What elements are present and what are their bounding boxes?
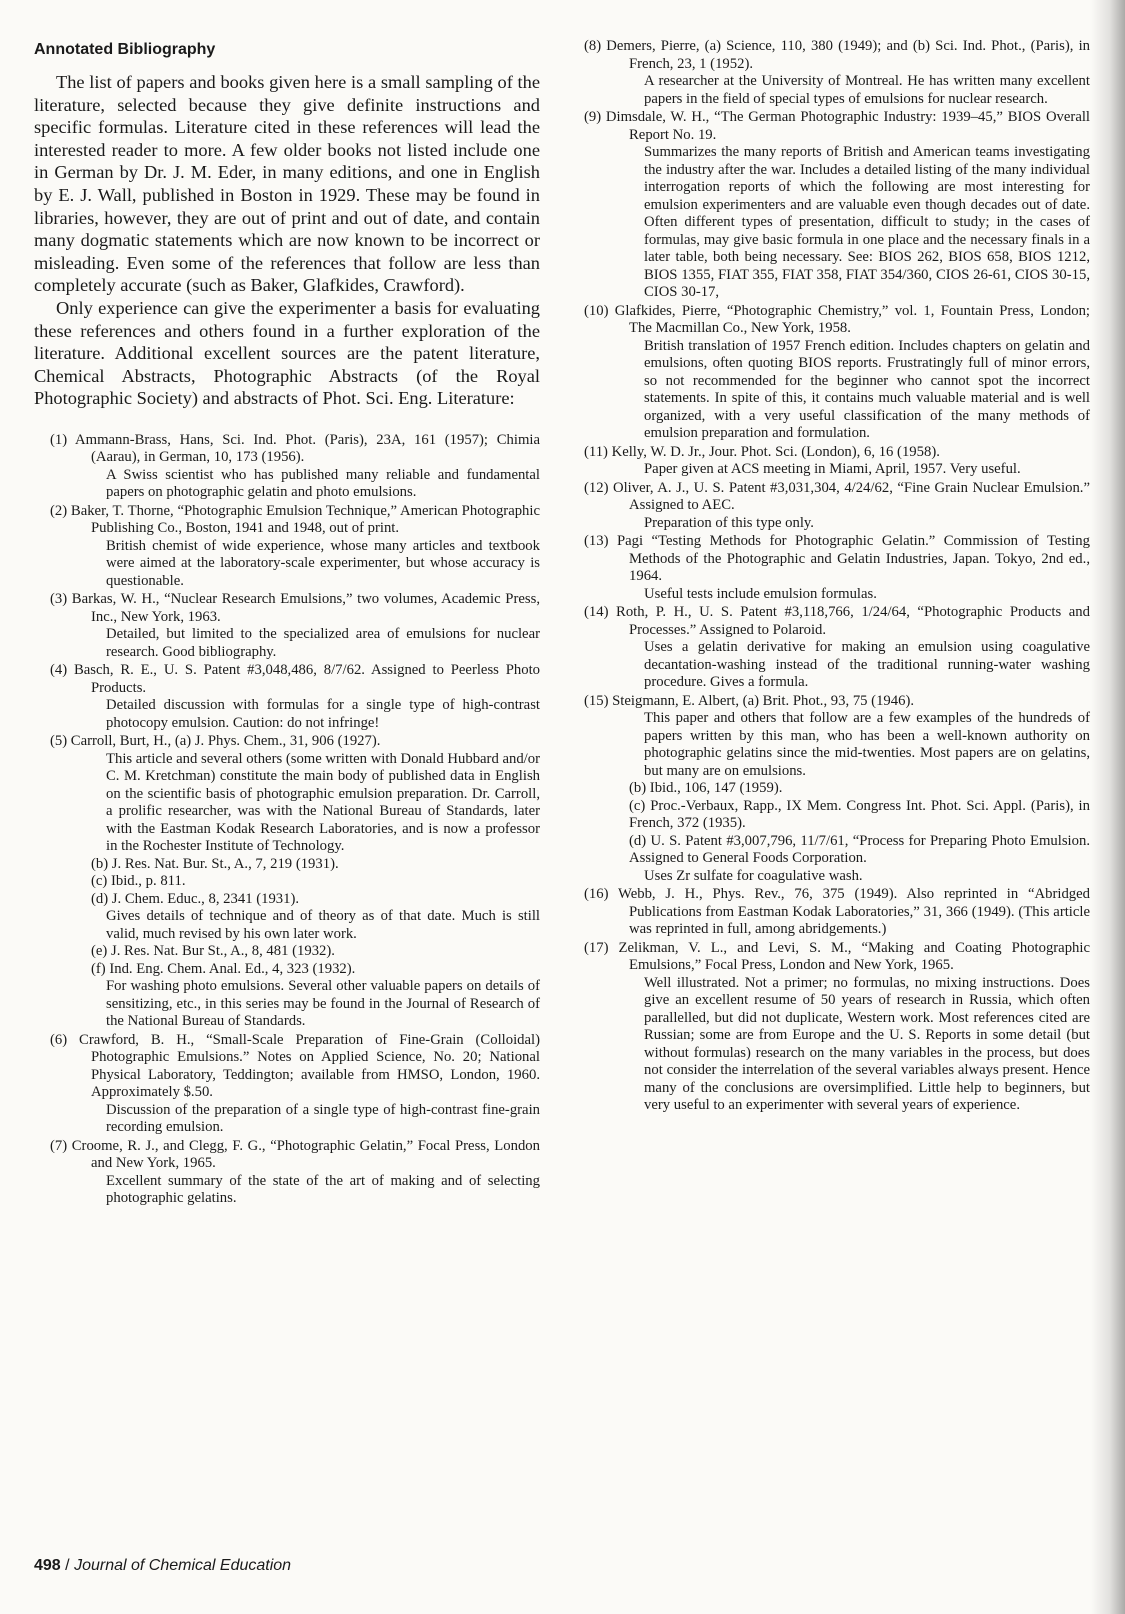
reference-annotation: Paper given at ACS meeting in Miami, April, 1957. Very useful. [644,461,1021,477]
reference-subcitation: (e) J. Res. Nat. Bur St., A., 8, 481 (1932). [91,943,335,960]
reference-annotation: Preparation of this type only. [644,514,814,531]
reference-entry [34,503,540,591]
reference-entry [584,303,1090,443]
right-column [584,38,1090,1116]
reference-citation: (17) Zelikman, V. L., and Levi, S. M., “Making and Coating Photographic Emulsions,” Focal Press, London and New York, 1965. [584,939,1090,973]
reference-citation: (16) Webb, J. H., Phys. Rev., 76, 375 (1949). Also reprinted in “Abridged Publications from Eastman Kodak Laboratories,” 31, 366 (1949). (This article was reprinted in full, among abridgements.) [584,886,1090,937]
reference-entry [34,662,540,732]
reference-citation: (2) Baker, T. Thorne, “Photographic Emulsion Technique,” American Photographic Publishing Co., Boston, 1941 and 1948, out of print. [50,502,540,537]
reference-subcitation: (d) U. S. Patent #3,007,796, 11/7/61, “Process for Preparing Photo Emulsion. Assigned to General Foods Corporation. [629,832,1090,866]
page-number: 498 [34,1557,61,1574]
reference-subcitation: (f) Ind. Eng. Chem. Anal. Ed., 4, 323 (1932). [91,960,356,977]
reference-citation: (15) Steigmann, E. Albert, (a) Brit. Phot., 93, 75 (1946). [584,692,915,709]
reference-annotation: Uses Zr sulfate for coagulative wash. [644,867,863,884]
reference-citation: (14) Roth, P. H., U. S. Patent #3,118,766, 1/24/64, “Photographic Products and Processes.” Assigned to Polaroid. [584,604,1090,638]
reference-annotation: This article and several others (some written with Donald Hubbard and/or C. M. Kretchman) constitute the main body of published data in English on the scientific basis of photographic emulsion preparation. Dr. Carroll, a prolific researcher, was with the National Bureau of Standards, later with the Eastman Kodak Research Laboratories, and is now a professor in the Rochester Institute of Technology. [106,750,540,855]
reference-subcitation: (c) Proc.-Verbaux, Rapp., IX Mem. Congress Int. Phot. Sci. Appl. (Paris), in French, 372 (1935). [629,797,1090,831]
reference-entry [584,940,1090,1115]
reference-entry [34,733,540,1031]
reference-list-left [34,432,540,1208]
reference-entry [584,693,1090,886]
reference-entry [584,604,1090,692]
reference-entry [34,432,540,502]
reference-citation: (4) Basch, R. E., U. S. Patent #3,048,486, 8/7/62. Assigned to Peerless Photo Products. [50,662,540,696]
intro-paragraph: Only experience can give the experimenter a basis for evaluating these references and others found in a further exploration of the literature. Additional excellent sources are the patent literature, Chemical Abstracts, Photographic Abstracts (of the Royal Photographic Society) and abstracts of Phot. Sci. Eng. Literature: [34,297,540,409]
scan-edge-shadow [1091,0,1125,1614]
reference-annotation: A Swiss scientist who has published many reliable and fundamental papers on photographic gelatin and photo emulsions. [106,466,540,501]
reference-annotation: This paper and others that follow are a few examples of the hundreds of papers written by this man, who has been a well-known authority on photographic gelatins since the mid-twenties. Most papers are on gelatins, but many are on emulsions. [644,710,1090,779]
reference-citation: (12) Oliver, A. J., U. S. Patent #3,031,304, 4/24/62, “Fine Grain Nuclear Emulsion.” Assigned to AEC. [584,479,1090,513]
reference-annotation: Gives details of technique and of theory as of that date. Much is still valid, much revised by his own later work. [106,908,540,942]
footer-separator: / [65,1557,70,1574]
reference-citation: (1) Ammann-Brass, Hans, Sci. Ind. Phot. (Paris), 23A, 161 (1957); Chimia (Aarau), in German, 10, 173 (1956). [50,431,540,466]
reference-citation: (10) Glafkides, Pierre, “Photographic Chemistry,” vol. 1, Fountain Press, London; The Macmillan Co., New York, 1958. [584,302,1090,336]
section-heading: Annotated Bibliography [34,41,216,58]
left-column [34,38,540,1209]
reference-entry [34,1138,540,1208]
reference-entry [34,1032,540,1137]
reference-annotation: Excellent summary of the state of the art of making and of selecting photographic gelatins. [106,1172,540,1207]
reference-annotation: Detailed discussion with formulas for a single type of high-contrast photocopy emulsion. Caution: do not infringe! [106,697,540,731]
intro-paragraph: The list of papers and books given here is a small sampling of the literature, selected because they give definite instructions and specific formulas. Literature cited in these references will lead the interested reader to more. A few older books not listed include one in German by Dr. J. M. Eder, in many editions, and one in English by E. J. Wall, published in Boston in 1929. These may be found in libraries, however, they are out of print and out of date, and contain many dogmatic statements which are now known to be incorrect or misleading. Even some of the references that follow are less than completely accurate (such as Baker, Glafkides, Crawford). [34,72,540,296]
reference-annotation: Discussion of the preparation of a single type of high-contrast fine-grain recording emulsion. [106,1101,540,1136]
reference-citation: (9) Dimsdale, W. H., “The German Photographic Industry: 1939–45,” BIOS Overall Report No. 19. [584,109,1090,143]
reference-annotation: British chemist of wide experience, whose many articles and textbook were aimed at the laboratory-scale experimenter, but whose accuracy is questionable. [106,537,540,589]
reference-list-right [584,38,1090,1115]
reference-entry [584,480,1090,533]
reference-annotation: A researcher at the University of Montreal. He has written many excellent papers in the field of special types of emulsions for nuclear research. [644,73,1090,107]
reference-annotation: Detailed, but limited to the specialized area of emulsions for nuclear research. Good bibliography. [106,626,540,660]
reference-citation: (8) Demers, Pierre, (a) Science, 110, 380 (1949); and (b) Sci. Ind. Phot., (Paris), in French, 23, 1 (1952). [584,38,1090,72]
reference-annotation: British translation of 1957 French edition. Includes chapters on gelatin and emulsions, often quoting BIOS reports. Frustratingly full of minor errors, so not recommended for the beginner who cannot spot the incorrect statements. In spite of this, it contains much valuable material and is well organized, with a very useful classification of the many methods of emulsion preparation and formulation. [644,337,1090,441]
reference-entry [584,38,1090,108]
reference-annotation: Well illustrated. Not a primer; no formulas, no mixing instructions. Does give an excellent resume of 50 years of research in Russia, which often parallelled, but did not duplicate, Western work. Most references cited are Russian; some are from Europe and the U. S. Reports in some detail (but without formulas) research on the many variables in the process, but does not consider the interrelation of the several variables always present. Hence many of the conclusions are oversimplified. Little help to beginners, but very useful to an experimenter with several years of experience. [644,974,1090,1113]
reference-citation: (11) Kelly, W. D. Jr., Jour. Phot. Sci. (London), 6, 16 (1958). [584,443,940,460]
reference-subcitation: (b) J. Res. Nat. Bur. St., A., 7, 219 (1931). [91,855,339,872]
reference-annotation: Uses a gelatin derivative for making an emulsion using coagulative decantation-washing instead of the traditional running-water washing procedure. Gives a formula. [644,639,1090,690]
reference-citation: (3) Barkas, W. H., “Nuclear Research Emulsions,” two volumes, Academic Press, Inc., New York, 1963. [50,591,540,625]
reference-citation: (7) Croome, R. J., and Clegg, F. G., “Photographic Gelatin,” Focal Press, London and New York, 1965. [50,1137,540,1172]
reference-entry [34,591,540,661]
reference-subcitation: (d) J. Chem. Educ., 8, 2341 (1931). [91,890,300,907]
reference-entry [584,533,1090,603]
reference-citation: (5) Carroll, Burt, H., (a) J. Phys. Chem., 31, 906 (1927). [50,733,381,750]
reference-citation: (6) Crawford, B. H., “Small-Scale Preparation of Fine-Grain (Colloidal) Photographic Emulsions.” Notes on Applied Science, No. 20; National Physical Laboratory, Teddington; available from HMSO, London, 1960. Approximately $.50. [50,1031,540,1101]
journal-name: Journal of Chemical Education [74,1557,292,1574]
reference-annotation: For washing photo emulsions. Several other valuable papers on details of sensitizing, etc., in this series may be found in the Journal of Research of the National Bureau of Standards. [106,978,540,1030]
reference-entry [584,886,1090,939]
reference-entry [584,444,1090,479]
intro-text [34,71,540,410]
reference-entry [584,109,1090,302]
page-footer [34,1557,291,1575]
reference-subcitation: (b) Ibid., 106, 147 (1959). [629,780,783,796]
reference-citation: (13) Pagi “Testing Methods for Photographic Gelatin.” Commission of Testing Methods of the Photographic and Gelatin Industries, Japan. Tokyo, 2nd ed., 1964. [584,533,1090,584]
reference-annotation: Useful tests include emulsion formulas. [644,585,877,602]
reference-subcitation: (c) Ibid., p. 811. [91,873,186,890]
reference-annotation: Summarizes the many reports of British and American teams investigating the industry after the war. Includes a detailed listing of the many individual interrogation reports of which the following are most interesting for emulsion experimenters and are valuable even though decades out of date. Often different types of presentation, difficult to study; in the cases of formulas, may give basic formula in one place and the necessary finals in a later table, both being necessary. See: BIOS 262, BIOS 658, BIOS 1212, BIOS 1355, FIAT 355, FIAT 358, FIAT 354/360, CIOS 26-61, CIOS 30-15, CIOS 30-17, [644,144,1090,300]
